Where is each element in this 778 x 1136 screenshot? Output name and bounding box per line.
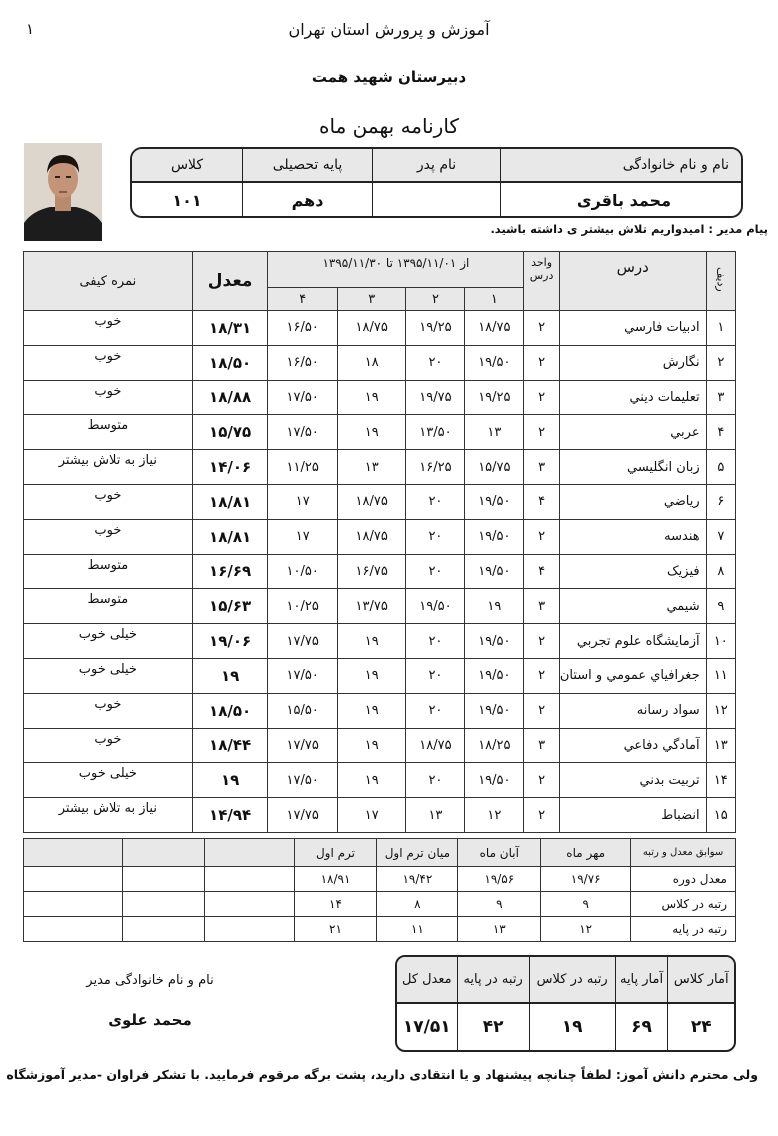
- header-sub-1: ۱: [465, 288, 524, 311]
- table-row: [24, 798, 736, 833]
- score-2: ۱۶/۲۵: [406, 450, 465, 485]
- score-3: ۱۶/۷۵: [337, 554, 406, 589]
- row-number: ۸: [706, 554, 735, 589]
- score-2: ۲۰: [406, 624, 465, 659]
- history-row-label: رتبه در پایه: [631, 917, 736, 942]
- score-2: ۲۰: [406, 693, 465, 728]
- quality-grade: خیلی خوب: [24, 658, 193, 693]
- stats-box: [395, 955, 736, 1052]
- score-2: ۱۹/۵۰: [406, 589, 465, 624]
- history-cell: ۸: [377, 892, 458, 917]
- history-cell: ۱۸/۹۱: [294, 867, 377, 892]
- score-4: ۱۷/۵۰: [268, 658, 337, 693]
- stats-header-overall-average: معدل کل: [397, 957, 457, 1003]
- score-3: ۱۸/۷۵: [337, 484, 406, 519]
- lesson-unit: ۲: [524, 798, 560, 833]
- score-3: ۱۳: [337, 450, 406, 485]
- history-cell: ۹: [458, 892, 541, 917]
- header-sub-4: ۴: [268, 288, 337, 311]
- student-info-box: [130, 147, 743, 218]
- score-1: ۱۹/۵۰: [465, 519, 524, 554]
- history-header-term: ترم اول: [294, 839, 377, 867]
- history-header-aban: آبان ماه: [458, 839, 541, 867]
- header-lesson: درس: [559, 252, 706, 311]
- header-quality: نمره کیفی: [24, 252, 193, 311]
- lesson-unit: ۲: [524, 624, 560, 659]
- student-name: محمد باقری: [500, 183, 741, 218]
- row-number: ۱: [706, 311, 735, 346]
- history-cell: ۲۱: [294, 917, 377, 942]
- lesson-name: انضباط: [559, 798, 706, 833]
- lesson-unit: ۲: [524, 380, 560, 415]
- score-4: ۱۷/۵۰: [268, 380, 337, 415]
- table-row: [24, 763, 736, 798]
- history-cell: [204, 892, 294, 917]
- footer-note: ولی محترم دانش آموز: لطفاً چنانچه پیشنهاد و یا انتقادی دارید، پشت برگه مرقوم فرمایید. با تشکر فراوان -مدیر آموزشگاه: [6, 1067, 758, 1082]
- score-1: ۱۹/۵۰: [465, 484, 524, 519]
- province-title: آموزش و پرورش استان تهران: [288, 20, 490, 39]
- score-1: ۱۹/۵۰: [465, 554, 524, 589]
- lesson-unit: ۳: [524, 728, 560, 763]
- header-period: از ۱۳۹۵/۱۱/۰۱ تا ۱۳۹۵/۱۱/۳۰: [268, 252, 524, 288]
- lesson-average: ۱۹/۰۶: [192, 624, 268, 659]
- history-cell: ۱۹/۴۲: [377, 867, 458, 892]
- stats-table: [397, 957, 734, 1050]
- lesson-unit: ۲: [524, 415, 560, 450]
- history-cell: ۱۹/۷۶: [541, 867, 631, 892]
- student-info-values: [132, 183, 741, 218]
- score-1: ۱۸/۲۵: [465, 728, 524, 763]
- table-row: [24, 554, 736, 589]
- history-cell: ۹: [541, 892, 631, 917]
- lesson-name: رياضي: [559, 484, 706, 519]
- table-row: [24, 892, 736, 917]
- score-1: ۱۹: [465, 589, 524, 624]
- quality-grade: خوب: [24, 519, 193, 554]
- student-class: ۱۰۱: [172, 191, 202, 210]
- report-title: کارنامه بهمن ماه: [319, 114, 459, 138]
- score-1: ۱۹/۵۰: [465, 345, 524, 380]
- stats-header-grade-rank: رتبه در پایه: [457, 957, 529, 1003]
- row-number: ۱۲: [706, 693, 735, 728]
- history-header-empty-2: [122, 839, 204, 867]
- row-number: ۱۵: [706, 798, 735, 833]
- history-table: [23, 838, 736, 942]
- lesson-average: ۱۸/۵۰: [192, 345, 268, 380]
- table-row: [24, 345, 736, 380]
- history-row-label: معدل دوره: [631, 867, 736, 892]
- score-1: ۱۹/۵۰: [465, 658, 524, 693]
- history-cell: [122, 917, 204, 942]
- score-4: ۱۱/۲۵: [268, 450, 337, 485]
- row-number: ۴: [706, 415, 735, 450]
- quality-grade: نیاز به تلاش بیشتر: [24, 798, 193, 833]
- score-3: ۱۹: [337, 624, 406, 659]
- history-cell: [204, 867, 294, 892]
- history-cell: ۱۲: [541, 917, 631, 942]
- score-2: ۱۹/۷۵: [406, 380, 465, 415]
- score-3: ۱۳/۷۵: [337, 589, 406, 624]
- row-number: ۲: [706, 345, 735, 380]
- stats-grade-count: ۶۹: [615, 1003, 668, 1050]
- quality-grade: متوسط: [24, 415, 193, 450]
- stats-grade-rank: ۴۲: [457, 1003, 529, 1050]
- score-1: ۱۹/۵۰: [465, 624, 524, 659]
- lesson-unit: ۳: [524, 589, 560, 624]
- score-1: ۱۹/۵۰: [465, 693, 524, 728]
- lesson-average: ۱۸/۳۱: [192, 311, 268, 346]
- history-row-label: رتبه در کلاس: [631, 892, 736, 917]
- score-1: ۱۹/۵۰: [465, 763, 524, 798]
- name-label: نام و نام خانوادگی: [500, 149, 741, 181]
- table-row: [24, 658, 736, 693]
- lesson-average: ۱۹: [192, 763, 268, 798]
- history-cell: ۱۳: [458, 917, 541, 942]
- score-3: ۱۸/۷۵: [337, 519, 406, 554]
- lesson-name: آزمايشگاه علوم تجربي: [559, 624, 706, 659]
- quality-grade: خوب: [24, 380, 193, 415]
- director-name: محمد علوی: [108, 1011, 192, 1029]
- score-3: ۱۹: [337, 658, 406, 693]
- row-number: ۵: [706, 450, 735, 485]
- row-number: ۷: [706, 519, 735, 554]
- score-4: ۱۷/۵۰: [268, 763, 337, 798]
- history-cell: ۱۹/۵۶: [458, 867, 541, 892]
- lesson-unit: ۲: [524, 311, 560, 346]
- lesson-average: ۱۸/۸۱: [192, 519, 268, 554]
- table-row: [24, 728, 736, 763]
- lesson-average: ۱۴/۹۴: [192, 798, 268, 833]
- quality-grade: خیلی خوب: [24, 763, 193, 798]
- score-4: ۱۰/۵۰: [268, 554, 337, 589]
- lesson-average: ۱۵/۶۳: [192, 589, 268, 624]
- stats-header-class-count: آمار کلاس: [668, 957, 734, 1003]
- lesson-name: آمادگي دفاعي: [559, 728, 706, 763]
- grades-table: [23, 251, 736, 833]
- table-row: [24, 519, 736, 554]
- history-cell: [24, 917, 123, 942]
- lesson-name: زبان انگليسي: [559, 450, 706, 485]
- history-cell: ۱۱: [377, 917, 458, 942]
- lesson-unit: ۲: [524, 693, 560, 728]
- row-number: ۳: [706, 380, 735, 415]
- score-1: ۱۸/۷۵: [465, 311, 524, 346]
- score-3: ۱۸: [337, 345, 406, 380]
- history-header-title: سوابق معدل و رتبه: [631, 839, 736, 867]
- score-3: ۱۹: [337, 693, 406, 728]
- lesson-unit: ۲: [524, 345, 560, 380]
- student-info-header: [132, 149, 741, 183]
- score-1: ۱۲: [465, 798, 524, 833]
- row-number: ۹: [706, 589, 735, 624]
- lesson-average: ۱۸/۵۰: [192, 693, 268, 728]
- student-photo: [24, 143, 102, 241]
- score-4: ۱۶/۵۰: [268, 345, 337, 380]
- lesson-average: ۱۸/۴۴: [192, 728, 268, 763]
- header-sub-3: ۳: [337, 288, 406, 311]
- score-1: ۱۳: [465, 415, 524, 450]
- row-number: ۱۰: [706, 624, 735, 659]
- score-2: ۲۰: [406, 519, 465, 554]
- history-cell: [24, 867, 123, 892]
- lesson-average: ۱۹: [192, 658, 268, 693]
- quality-grade: خوب: [24, 311, 193, 346]
- stats-class-count: ۲۴: [668, 1003, 734, 1050]
- father-label: نام پدر: [372, 149, 500, 181]
- score-3: ۱۹: [337, 415, 406, 450]
- score-2: ۲۰: [406, 345, 465, 380]
- student-grade: دهم: [242, 183, 372, 218]
- score-3: ۱۷: [337, 798, 406, 833]
- score-4: ۱۶/۵۰: [268, 311, 337, 346]
- score-2: ۲۰: [406, 484, 465, 519]
- row-number: ۱۴: [706, 763, 735, 798]
- lesson-name: عربي: [559, 415, 706, 450]
- quality-grade: نیاز به تلاش بیشتر: [24, 450, 193, 485]
- row-number: ۱۳: [706, 728, 735, 763]
- lesson-average: ۱۶/۶۹: [192, 554, 268, 589]
- lesson-name: نگارش: [559, 345, 706, 380]
- lesson-name: هندسه: [559, 519, 706, 554]
- history-header-empty-3: [24, 839, 123, 867]
- lesson-average: ۱۴/۰۶: [192, 450, 268, 485]
- table-row: [24, 867, 736, 892]
- quality-grade: متوسط: [24, 589, 193, 624]
- score-4: ۱۷/۷۵: [268, 624, 337, 659]
- lesson-unit: ۲: [524, 519, 560, 554]
- stats-header-class-rank: رتبه در کلاس: [529, 957, 615, 1003]
- director-title: نام و نام خانوادگی مدیر: [86, 973, 214, 988]
- score-2: ۱۹/۲۵: [406, 311, 465, 346]
- score-4: ۱۷/۵۰: [268, 415, 337, 450]
- history-cell: ۱۴: [294, 892, 377, 917]
- lesson-name: تعليمات ديني: [559, 380, 706, 415]
- score-2: ۲۰: [406, 763, 465, 798]
- table-row: [24, 589, 736, 624]
- quality-grade: خوب: [24, 693, 193, 728]
- class-label: کلاس: [170, 157, 204, 173]
- header-average: معدل: [192, 252, 268, 311]
- quality-grade: خیلی خوب: [24, 624, 193, 659]
- school-name: دبیرستان شهید همت: [311, 68, 467, 86]
- lesson-name: جغرافياي عمومي و استان: [559, 658, 706, 693]
- quality-grade: خوب: [24, 484, 193, 519]
- table-row: [24, 450, 736, 485]
- lesson-unit: ۲: [524, 763, 560, 798]
- lesson-average: ۱۸/۸۱: [192, 484, 268, 519]
- score-3: ۱۹: [337, 763, 406, 798]
- score-3: ۱۹: [337, 380, 406, 415]
- header-row-number: ردیف: [706, 252, 735, 311]
- lesson-average: ۱۸/۸۸: [192, 380, 268, 415]
- quality-grade: خوب: [24, 345, 193, 380]
- table-row: [24, 415, 736, 450]
- history-cell: [122, 867, 204, 892]
- quality-grade: خوب: [24, 728, 193, 763]
- score-2: ۱۳: [406, 798, 465, 833]
- history-cell: [24, 892, 123, 917]
- score-4: ۱۰/۲۵: [268, 589, 337, 624]
- history-header-empty-1: [204, 839, 294, 867]
- score-2: ۲۰: [406, 554, 465, 589]
- score-2: ۲۰: [406, 658, 465, 693]
- stats-overall-average: ۱۷/۵۱: [402, 1017, 451, 1037]
- father-name: [372, 183, 500, 218]
- page-number: ۱: [26, 20, 35, 38]
- lesson-name: سواد رسانه: [559, 693, 706, 728]
- score-3: ۱۹: [337, 728, 406, 763]
- history-cell: [204, 917, 294, 942]
- lesson-unit: ۳: [524, 450, 560, 485]
- lesson-unit: ۲: [524, 658, 560, 693]
- score-1: ۱۹/۲۵: [465, 380, 524, 415]
- lesson-unit: ۴: [524, 554, 560, 589]
- table-row: [24, 693, 736, 728]
- lesson-unit: ۴: [524, 484, 560, 519]
- header-sub-2: ۲: [406, 288, 465, 311]
- table-row: [24, 380, 736, 415]
- lesson-name: ادبیات فارسي: [559, 311, 706, 346]
- lesson-average: ۱۵/۷۵: [192, 415, 268, 450]
- manager-message: پیام مدیر : امیدواریم تلاش بیشتر ی داشته باشید.: [490, 222, 768, 236]
- score-4: ۱۵/۵۰: [268, 693, 337, 728]
- score-4: ۱۷/۷۵: [268, 798, 337, 833]
- grade-label: پایه تحصیلی: [242, 149, 372, 181]
- stats-class-rank: ۱۹: [529, 1003, 615, 1050]
- score-4: ۱۷/۷۵: [268, 728, 337, 763]
- score-2: ۱۳/۵۰: [406, 415, 465, 450]
- history-header-midterm: میان ترم اول: [377, 839, 458, 867]
- stats-header-grade-count: آمار پایه: [615, 957, 668, 1003]
- quality-grade: متوسط: [24, 554, 193, 589]
- score-3: ۱۸/۷۵: [337, 311, 406, 346]
- table-row: [24, 484, 736, 519]
- history-cell: [122, 892, 204, 917]
- table-row: [24, 917, 736, 942]
- score-4: ۱۷: [268, 519, 337, 554]
- score-2: ۱۸/۷۵: [406, 728, 465, 763]
- score-1: ۱۵/۷۵: [465, 450, 524, 485]
- student-photo-image: [24, 143, 102, 241]
- table-row: [24, 624, 736, 659]
- row-number: ۱۱: [706, 658, 735, 693]
- table-row: [24, 311, 736, 346]
- lesson-name: فيزيک: [559, 554, 706, 589]
- history-header-mehr: مهر ماه: [541, 839, 631, 867]
- lesson-name: تربيت بدني: [559, 763, 706, 798]
- score-4: ۱۷: [268, 484, 337, 519]
- lesson-name: شيمي: [559, 589, 706, 624]
- row-number: ۶: [706, 484, 735, 519]
- header-unit: واحد درس: [524, 252, 560, 311]
